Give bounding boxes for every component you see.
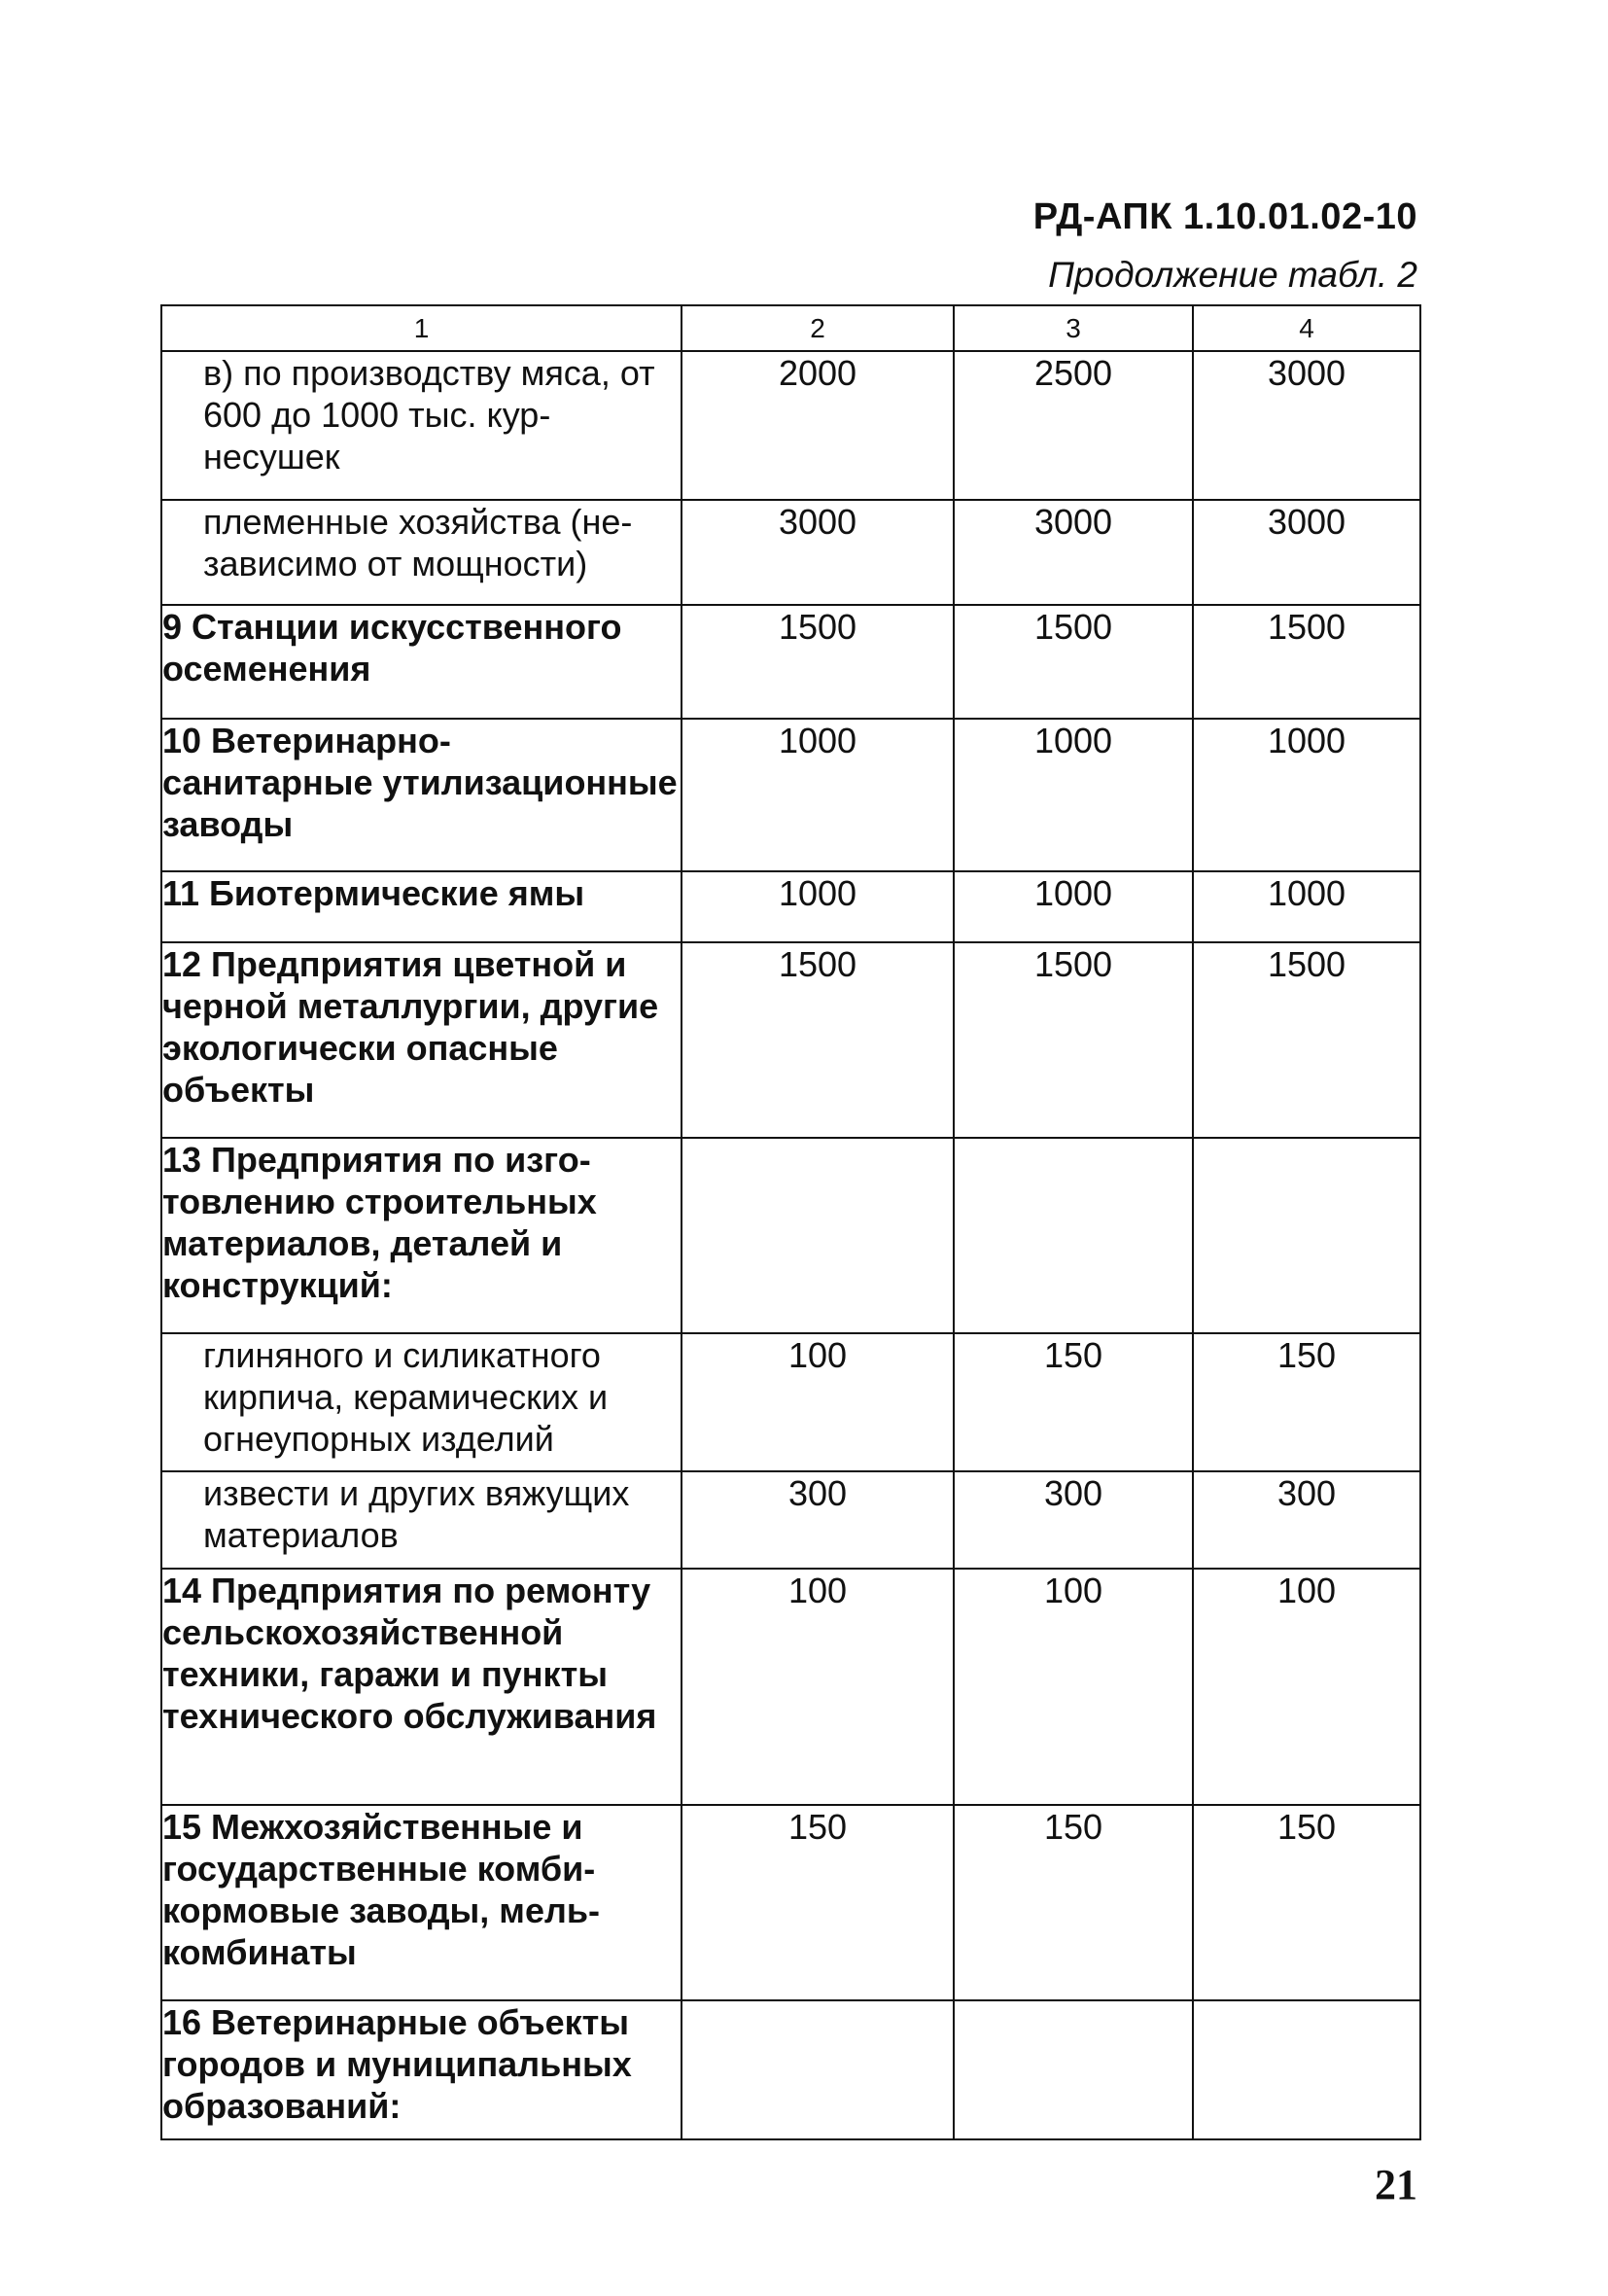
table-row bbox=[161, 871, 1420, 942]
cell-value: 1500 bbox=[954, 942, 1193, 1138]
cell-value: 300 bbox=[1193, 1471, 1420, 1569]
cell-value: 1500 bbox=[1193, 605, 1420, 719]
cell-value: 1500 bbox=[954, 605, 1193, 719]
cell-value: 3000 bbox=[1193, 500, 1420, 605]
cell-value: 100 bbox=[682, 1333, 954, 1471]
cell-value bbox=[682, 2000, 954, 2139]
cell-value: 1000 bbox=[682, 719, 954, 871]
row-label: 13 Предприятия по изготовлению строительных материалов, деталей и конструкций: bbox=[161, 1138, 682, 1333]
table-row bbox=[161, 500, 1420, 605]
cell-value: 150 bbox=[1193, 1333, 1420, 1471]
column-number: 2 bbox=[682, 305, 954, 351]
page-number: 21 bbox=[1375, 2161, 1417, 2208]
table-column-numbers-row bbox=[161, 305, 1420, 351]
cell-value: 150 bbox=[682, 1805, 954, 2000]
distance-norms-table bbox=[160, 304, 1421, 2140]
cell-value: 100 bbox=[682, 1569, 954, 1805]
row-label: 14 Предприятия по ремонту сельскохозяйственной техники, гаражи и пункты технического обслуживания bbox=[161, 1569, 682, 1805]
column-number: 4 bbox=[1193, 305, 1420, 351]
cell-value: 1500 bbox=[682, 942, 954, 1138]
cell-value: 100 bbox=[1193, 1569, 1420, 1805]
table-continuation-caption: Продолжение табл. 2 bbox=[1048, 255, 1417, 295]
cell-value: 3000 bbox=[954, 500, 1193, 605]
table-row bbox=[161, 719, 1420, 871]
row-label: 9 Станции искусственного осеменения bbox=[161, 605, 682, 719]
cell-value: 150 bbox=[954, 1333, 1193, 1471]
table-row bbox=[161, 1805, 1420, 2000]
table-row bbox=[161, 605, 1420, 719]
table-row bbox=[161, 1471, 1420, 1569]
cell-value bbox=[954, 1138, 1193, 1333]
table-row bbox=[161, 1138, 1420, 1333]
row-label: 10 Ветеринарно- санитарные утилизационные заводы bbox=[161, 719, 682, 871]
row-label: глиняного и силикатного кирпича, керамических и огнеупорных изделий bbox=[161, 1333, 682, 1471]
cell-value: 1500 bbox=[1193, 942, 1420, 1138]
cell-value: 3000 bbox=[1193, 351, 1420, 500]
cell-value: 1000 bbox=[954, 719, 1193, 871]
cell-value: 2000 bbox=[682, 351, 954, 500]
cell-value: 1000 bbox=[954, 871, 1193, 942]
cell-value: 100 bbox=[954, 1569, 1193, 1805]
table-row bbox=[161, 2000, 1420, 2139]
cell-value: 300 bbox=[954, 1471, 1193, 1569]
column-number: 1 bbox=[161, 305, 682, 351]
cell-value: 3000 bbox=[682, 500, 954, 605]
row-label: 12 Предприятия цветной и черной металлургии, другие экологически опасные объекты bbox=[161, 942, 682, 1138]
cell-value bbox=[682, 1138, 954, 1333]
cell-value: 1000 bbox=[1193, 719, 1420, 871]
row-label: извести и других вяжущих материалов bbox=[161, 1471, 682, 1569]
cell-value bbox=[1193, 1138, 1420, 1333]
row-label: в) по производству мяса, от 600 до 1000 тыс. курнесушек bbox=[161, 351, 682, 500]
row-label: 15 Межхозяйственные и государственные комбикормовые заводы, мелькомбинаты bbox=[161, 1805, 682, 2000]
cell-value: 1000 bbox=[682, 871, 954, 942]
table-row bbox=[161, 351, 1420, 500]
cell-value: 1000 bbox=[1193, 871, 1420, 942]
cell-value bbox=[1193, 2000, 1420, 2139]
table-row bbox=[161, 1569, 1420, 1805]
cell-value: 150 bbox=[954, 1805, 1193, 2000]
cell-value: 150 bbox=[1193, 1805, 1420, 2000]
table-row bbox=[161, 942, 1420, 1138]
cell-value: 2500 bbox=[954, 351, 1193, 500]
table-row bbox=[161, 1333, 1420, 1471]
row-label: 11 Биотермические ямы bbox=[161, 871, 682, 942]
cell-value bbox=[954, 2000, 1193, 2139]
cell-value: 1500 bbox=[682, 605, 954, 719]
document-code: РД-АПК 1.10.01.02-10 bbox=[1032, 196, 1417, 237]
column-number: 3 bbox=[954, 305, 1193, 351]
row-label: 16 Ветеринарные объекты городов и муниципальных образований: bbox=[161, 2000, 682, 2139]
row-label: племенные хозяйства (независимо от мощности) bbox=[161, 500, 682, 605]
cell-value: 300 bbox=[682, 1471, 954, 1569]
